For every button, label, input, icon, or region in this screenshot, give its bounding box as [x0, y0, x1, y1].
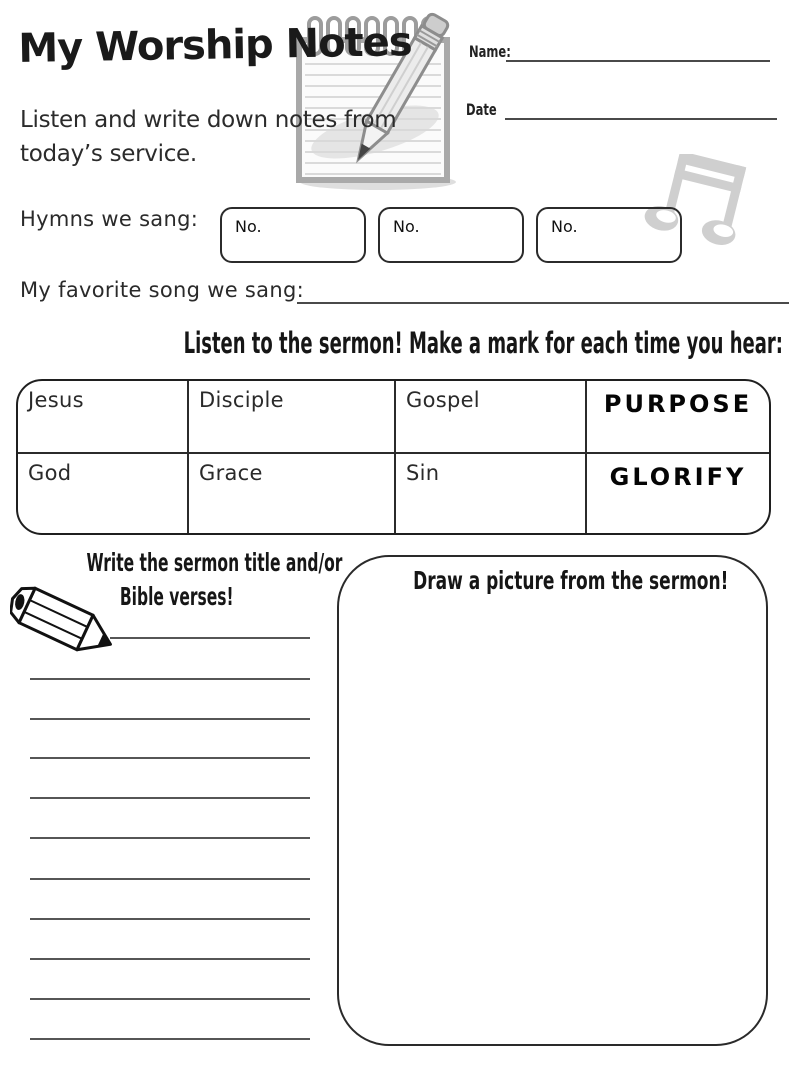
- writing-line[interactable]: [30, 757, 310, 759]
- tally-label-disciple: Disciple: [199, 388, 284, 412]
- name-label: [469, 42, 527, 61]
- tally-cell-glorify[interactable]: [587, 454, 769, 533]
- tally-heading-text: Listen to the sermon! Make a mark for each time you hear:: [183, 326, 783, 360]
- drawing-heading: [339, 557, 766, 595]
- tally-heading: [0, 326, 800, 360]
- sermon-title-heading-text-2: Bible verses!: [120, 582, 234, 611]
- tally-cell-disciple[interactable]: [189, 381, 396, 454]
- name-input-line[interactable]: [506, 60, 770, 62]
- subtitle-line-2: today’s service.: [20, 141, 197, 167]
- writing-line[interactable]: [30, 918, 310, 920]
- writing-line[interactable]: [30, 718, 310, 720]
- sermon-title-heading-line-2: [8, 582, 346, 611]
- favorite-song-label: My favorite song we sang:: [20, 278, 304, 302]
- date-label: [466, 100, 509, 119]
- sermon-title-heading-text-1: Write the sermon title and/or: [86, 548, 343, 577]
- sermon-title-heading-line-1: [8, 548, 346, 577]
- writing-line[interactable]: [30, 837, 310, 839]
- page-title: My Worship Notes: [18, 19, 413, 72]
- tally-cell-god[interactable]: [18, 454, 189, 533]
- date-input-line[interactable]: [505, 118, 777, 120]
- tally-cell-purpose[interactable]: [587, 381, 769, 454]
- tally-label-glorify: GLORIFY: [609, 463, 747, 491]
- tally-cell-gospel[interactable]: [396, 381, 587, 454]
- hymn-number-box-2[interactable]: [378, 207, 524, 263]
- tally-cell-grace[interactable]: [189, 454, 396, 533]
- tally-label-purpose: PURPOSE: [603, 390, 753, 418]
- hymn-number-label-1: No.: [235, 217, 262, 236]
- writing-line[interactable]: [110, 637, 310, 639]
- tally-table: [16, 379, 771, 535]
- tally-label-sin: Sin: [406, 461, 440, 485]
- hymns-label: Hymns we sang:: [20, 207, 199, 231]
- writing-line[interactable]: [30, 878, 310, 880]
- drawing-heading-text: Draw a picture from the sermon!: [413, 566, 729, 595]
- tally-label-god: God: [28, 461, 72, 485]
- favorite-song-input-line[interactable]: [297, 302, 789, 304]
- subtitle-line-1: Listen and write down notes from: [20, 107, 397, 133]
- hymn-number-label-2: No.: [393, 217, 420, 236]
- tally-label-jesus: Jesus: [28, 388, 84, 412]
- tally-label-gospel: Gospel: [406, 388, 480, 412]
- drawing-area[interactable]: [337, 555, 768, 1046]
- tally-label-grace: Grace: [199, 461, 263, 485]
- writing-line[interactable]: [30, 1038, 310, 1040]
- tally-cell-sin[interactable]: [396, 454, 587, 533]
- hymn-number-box-3[interactable]: [536, 207, 682, 263]
- writing-line[interactable]: [30, 797, 310, 799]
- writing-line[interactable]: [30, 958, 310, 960]
- date-label-text: Date: [466, 100, 497, 119]
- name-label-text: Name:: [469, 42, 511, 61]
- writing-line[interactable]: [30, 678, 310, 680]
- hymn-number-box-1[interactable]: [220, 207, 366, 263]
- tally-cell-jesus[interactable]: [18, 381, 189, 454]
- hymn-number-label-3: No.: [551, 217, 578, 236]
- writing-line[interactable]: [30, 998, 310, 1000]
